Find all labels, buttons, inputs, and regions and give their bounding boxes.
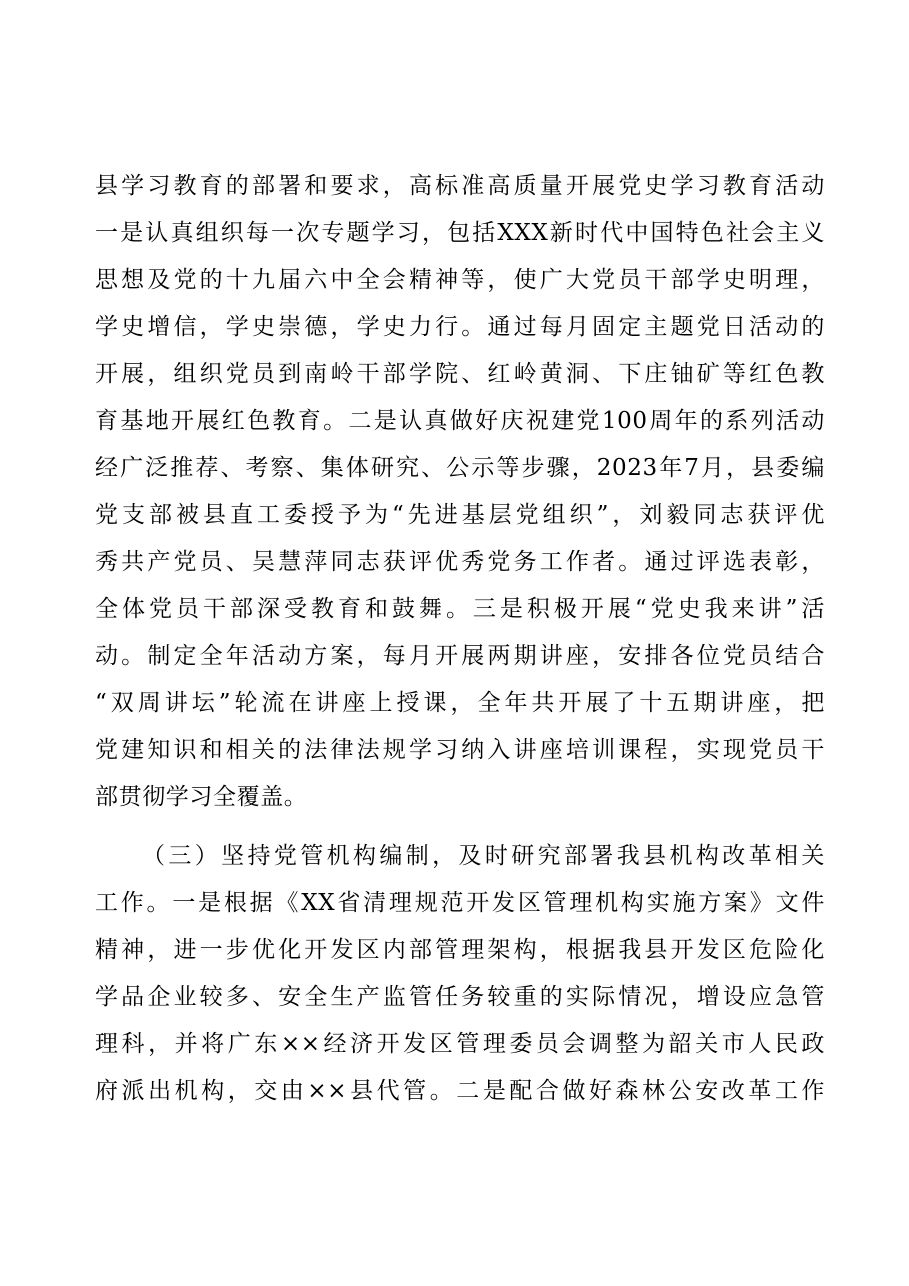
paragraph-line: 学品企业较多、安全生产监管任务较重的实际情况，增设应急管 xyxy=(95,984,825,1010)
paragraph-line: 一是认真组织每一次专题学习，包括XXX新时代中国特色社会主义 xyxy=(95,220,825,246)
paragraph-line: 精神，进一步优化开发区内部管理架构，根据我县开发区危险化 xyxy=(95,937,825,963)
paragraph-line: 育基地开展红色教育。二是认真做好庆祝建党100周年的系列活动 xyxy=(95,408,825,434)
paragraph-line: 动。制定全年活动方案，每月开展两期讲座，安排各位党员结合 xyxy=(95,643,825,669)
paragraph-line: 工作。一是根据《XX省清理规范开发区管理机构实施方案》文件 xyxy=(95,890,825,916)
paragraph-line: 开展，组织党员到南岭干部学院、红岭黄洞、下庄铀矿等红色教 xyxy=(95,361,825,387)
paragraph-line: 全体党员干部深受教育和鼓舞。三是积极开展“党史我来讲”活 xyxy=(95,596,825,622)
paragraph-line-last: 部贯彻学习全覆盖。 xyxy=(95,784,308,810)
section-heading-line: （三）坚持党管机构编制，及时研究部署我县机构改革相关 xyxy=(142,843,825,869)
paragraph-line: 经广泛推荐、考察、集体研究、公示等步骤，2023年7月，县委编 xyxy=(95,455,825,481)
paragraph-line: “双周讲坛”轮流在讲座上授课，全年共开展了十五期讲座，把 xyxy=(95,690,825,716)
paragraph-line: 县学习教育的部署和要求，高标准高质量开展党史学习教育活动 xyxy=(95,173,825,199)
paragraph-line: 秀共产党员、吴慧萍同志获评优秀党务工作者。通过评选表彰， xyxy=(95,549,825,575)
paragraph-line: 府派出机构，交由××县代管。二是配合做好森林公安改革工作 xyxy=(95,1078,825,1104)
paragraph-line: 思想及党的十九届六中全会精神等，使广大党员干部学史明理， xyxy=(95,267,825,293)
paragraph-line: 学史增信，学史崇德，学史力行。通过每月固定主题党日活动的 xyxy=(95,314,825,340)
paragraph-line: 党建知识和相关的法律法规学习纳入讲座培训课程，实现党员干 xyxy=(95,737,825,763)
paragraph-line: 理科，并将广东××经济开发区管理委员会调整为韶关市人民政 xyxy=(95,1031,825,1057)
paragraph-line: 党支部被县直工委授予为“先进基层党组织”，刘毅同志获评优 xyxy=(95,502,825,528)
